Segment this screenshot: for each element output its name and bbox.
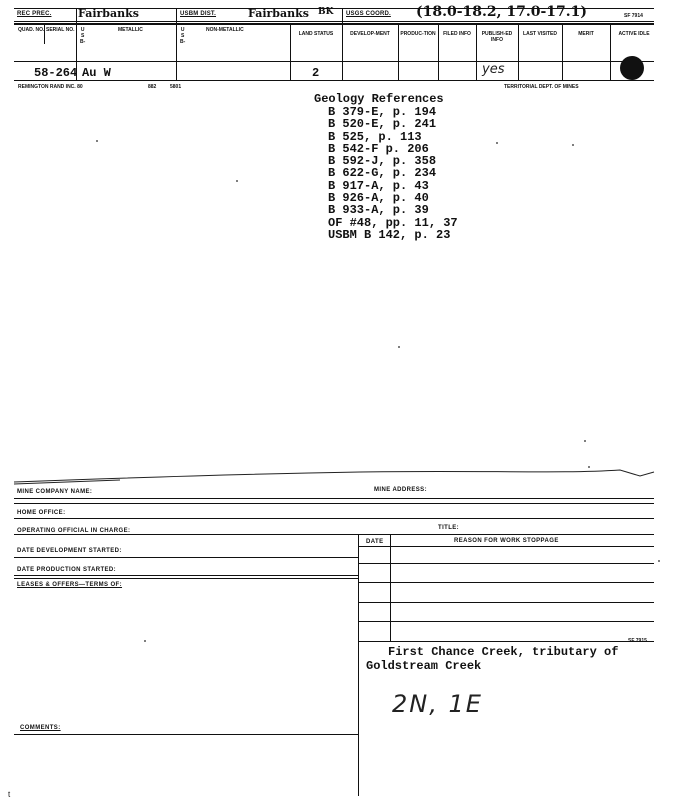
usb-prefix-u: U: [80, 27, 85, 33]
form-rule: [14, 575, 358, 576]
col-nonmetallic-label: NON-METALLIC: [206, 27, 244, 33]
form-rule: [14, 518, 654, 519]
col-divider: [438, 24, 439, 81]
printer-line: REMINGTON RAND INC. 80: [18, 84, 83, 90]
header-rule-4: [14, 61, 654, 62]
col-divider: [476, 24, 477, 81]
form-number-2: SF 7915: [628, 638, 647, 644]
usb-prefix-u: U: [180, 27, 185, 33]
col-active-idle-label: ACTIVE IDLE: [618, 31, 650, 37]
date-production-label: DATE PRODUCTION STARTED:: [17, 567, 117, 573]
col-filed-info-label: FILED INFO: [443, 31, 471, 37]
reference-item: B 525, p. 113: [328, 129, 422, 144]
location-note-line-1: First Chance Creek, tributary of: [388, 645, 619, 659]
title-label: TITLE:: [438, 525, 460, 531]
reference-item: B 917-A, p. 43: [328, 178, 429, 193]
col-divider: [398, 24, 399, 81]
col-divider: [342, 8, 343, 81]
usb-prefix-2: [180, 27, 185, 45]
usbm-dist-mark: BK: [318, 7, 334, 17]
location-note-line-2: Goldstream Creek: [366, 659, 482, 673]
scan-speck: [572, 144, 574, 146]
reference-item: OF #48, pp. 11, 37: [328, 215, 458, 230]
published-value: yes: [482, 62, 505, 77]
form-rule: [14, 498, 654, 499]
stoppage-rule: [358, 641, 654, 642]
references-title: Geology References: [314, 92, 444, 106]
stoppage-rule: [358, 582, 654, 583]
home-office-label: HOME OFFICE:: [17, 510, 66, 516]
form-rule: [14, 503, 654, 504]
form-rule: [14, 734, 358, 735]
scan-speck: [96, 140, 98, 142]
col-metallic-label: METALLIC: [118, 27, 143, 33]
stoppage-rule: [358, 563, 654, 564]
col-divider: [518, 24, 519, 81]
form-number: SF 7914: [624, 13, 643, 19]
usbm-dist-value: Fairbanks: [248, 7, 309, 20]
usb-prefix-b: B-: [180, 39, 186, 45]
reference-item: USBM B 142, p. 23: [328, 227, 451, 242]
header-rule-2: [14, 21, 654, 22]
usb-prefix-s: S: [180, 33, 185, 39]
corner-mark: t: [8, 790, 11, 799]
quad-serial-divider: [44, 24, 45, 44]
col-published-info-label: PUBLISH-ED INFO: [481, 31, 513, 43]
usb-prefix: [80, 27, 85, 45]
scan-speck: [584, 440, 586, 442]
usb-prefix-b: B-: [80, 39, 86, 45]
col-serial-label: SERIAL NO.: [46, 27, 75, 33]
land-status-value: 2: [312, 66, 320, 80]
references-list: [328, 106, 458, 241]
stoppage-rule: [358, 621, 654, 622]
rec-prec-label: REC PREC.: [17, 11, 52, 17]
date-column-divider: [390, 534, 391, 642]
reference-item: B 592-J, p. 358: [328, 154, 437, 169]
usgs-coord-label: USGS COORD.: [346, 11, 391, 17]
col-divider: [176, 8, 177, 81]
stoppage-left-border: [358, 534, 359, 796]
reference-item: B 926-A, p. 40: [328, 191, 429, 206]
scan-speck: [496, 142, 498, 144]
col-last-visited-label: LAST VISITED: [523, 31, 557, 37]
mine-company-name-label: MINE COMPANY NAME:: [17, 489, 93, 495]
printer-code-b: 5801: [170, 84, 182, 90]
scan-speck: [658, 560, 660, 562]
usgs-coord-value: (18.0-18.2, 17.0-17.1): [416, 4, 588, 20]
stoppage-rule: [358, 546, 654, 547]
col-land-status-label: LAND STATUS: [298, 31, 334, 37]
handwritten-township-note: 2N, 1E: [392, 690, 483, 718]
col-merit-label: MERIT: [578, 31, 594, 37]
scan-speck: [236, 180, 238, 182]
date-development-label: DATE DEVELOPMENT STARTED:: [17, 548, 122, 554]
form-rule: [14, 534, 654, 535]
reference-item: B 379-E, p. 194: [328, 105, 437, 119]
usb-prefix-s: S: [80, 33, 85, 39]
territorial-label: TERRITORIAL DEPT. OF MINES: [504, 84, 579, 90]
col-production-label: PRODUC-TION: [400, 31, 436, 37]
operating-official-label: OPERATING OFFICIAL IN CHARGE:: [17, 528, 131, 534]
reference-item: B 520-E, p. 241: [328, 117, 437, 132]
mine-address-label: MINE ADDRESS:: [374, 487, 427, 493]
printer-code-a: 882: [148, 84, 157, 90]
comments-label: COMMENTS:: [20, 725, 61, 731]
col-quad-label: QUAD. NO.: [18, 27, 45, 33]
usbm-dist-label: USBM DIST.: [180, 11, 217, 17]
reference-item: B 542-F p. 206: [328, 141, 429, 156]
header-bottom-rule: [14, 80, 654, 81]
serial-value: 58-264: [34, 66, 78, 80]
reference-item: B 933-A, p. 39: [328, 203, 429, 218]
header-rule-3: [14, 23, 654, 25]
reason-column-label: REASON FOR WORK STOPPAGE: [454, 538, 559, 544]
date-column-label: DATE: [366, 539, 384, 545]
metallic-value: Au W: [82, 66, 111, 80]
col-development-label: DEVELOP-MENT: [350, 31, 390, 37]
leases-label: LEASES & OFFERS—TERMS OF:: [17, 582, 123, 588]
form-rule: [14, 578, 358, 579]
scan-speck: [398, 346, 400, 348]
col-divider: [562, 24, 563, 81]
stoppage-rule: [358, 602, 654, 603]
active-dot-mark: [620, 56, 644, 80]
reference-item: B 622-G, p. 234: [328, 166, 437, 181]
rec-prec-value: Fairbanks: [78, 7, 139, 20]
scan-speck: [144, 640, 146, 642]
form-rule: [14, 557, 358, 558]
col-divider: [610, 24, 611, 81]
col-divider: [290, 24, 291, 81]
form-wavy-edge: [0, 462, 678, 486]
